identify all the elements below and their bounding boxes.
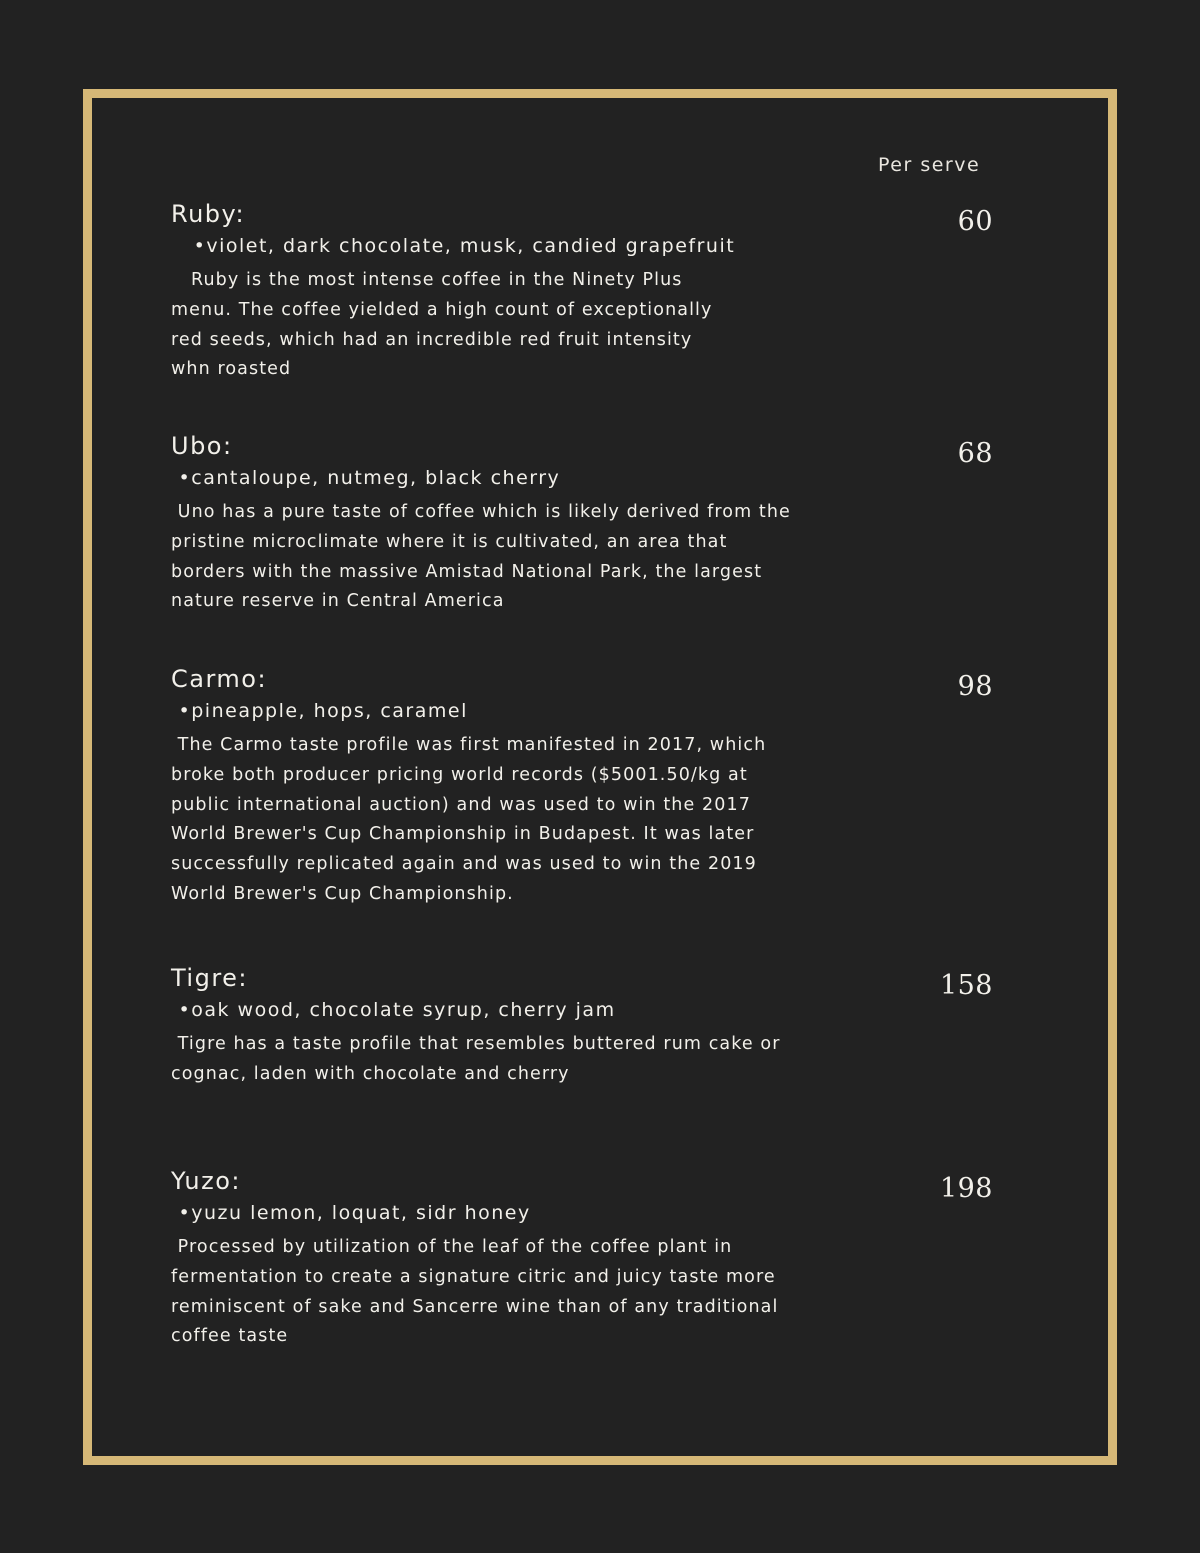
item-price: 198 [939,1173,993,1204]
description-line: Uno has a pure taste of coffee which is likely derived from the [171,502,791,522]
description-line: red seeds, which had an incredible red fruit intensity [171,329,693,350]
item-name: Ubo: [171,432,233,460]
item-name: Ruby: [171,200,246,228]
description-line: pristine microclimate where it is cultivated, an area that [171,531,728,552]
description-line: Tigre has a taste profile that resembles buttered rum cake or [171,1034,781,1054]
description-line: World Brewer's Cup Championship. [171,883,514,904]
description-line: public international auction) and was used to win the 2017 [171,794,751,815]
item-tasting-notes: •violet, dark chocolate, musk, candied grapefruit [171,235,736,257]
description-line: broke both producer pricing world records ($5001.50/kg at [171,764,748,785]
description-line: fermentation to create a signature citric and juicy taste more [171,1266,776,1287]
description-line: The Carmo taste profile was first manifested in 2017, which [171,735,767,755]
item-name: Carmo: [171,665,268,693]
item-price: 98 [957,671,993,702]
description-line: whn roasted [171,359,292,380]
item-tasting-notes: •cantaloupe, nutmeg, black cherry [171,467,561,489]
description-line: Processed by utilization of the leaf of the coffee plant in [171,1237,733,1257]
description-line: World Brewer's Cup Championship in Budapest. It was later [171,824,755,845]
description-line: Ruby is the most intense coffee in the Ninety Plus [171,270,683,290]
item-description [171,266,712,385]
description-line: nature reserve in Central America [171,591,505,612]
per-serve-header: Per serve [878,154,981,176]
item-name: Tigre: [171,964,249,992]
item-description [171,1030,781,1090]
item-price: 68 [957,438,993,469]
description-line: menu. The coffee yielded a high count of exceptionally [171,299,713,320]
description-line: reminiscent of sake and Sancerre wine than of any traditional [171,1296,779,1317]
item-description [171,498,791,617]
description-line: cognac, laden with chocolate and cherry [171,1063,570,1084]
item-name: Yuzo: [171,1167,241,1195]
item-price: 158 [939,970,993,1001]
item-tasting-notes: •yuzu lemon, loquat, sidr honey [171,1202,531,1224]
description-line: coffee taste [171,1326,289,1347]
item-tasting-notes: •pineapple, hops, caramel [171,700,468,722]
item-description [171,1233,778,1352]
description-line: successfully replicated again and was used to win the 2019 [171,854,757,875]
item-description [171,731,766,910]
item-tasting-notes: •oak wood, chocolate syrup, cherry jam [171,999,616,1021]
item-price: 60 [957,206,993,237]
description-line: borders with the massive Amistad National Park, the largest [171,561,763,582]
